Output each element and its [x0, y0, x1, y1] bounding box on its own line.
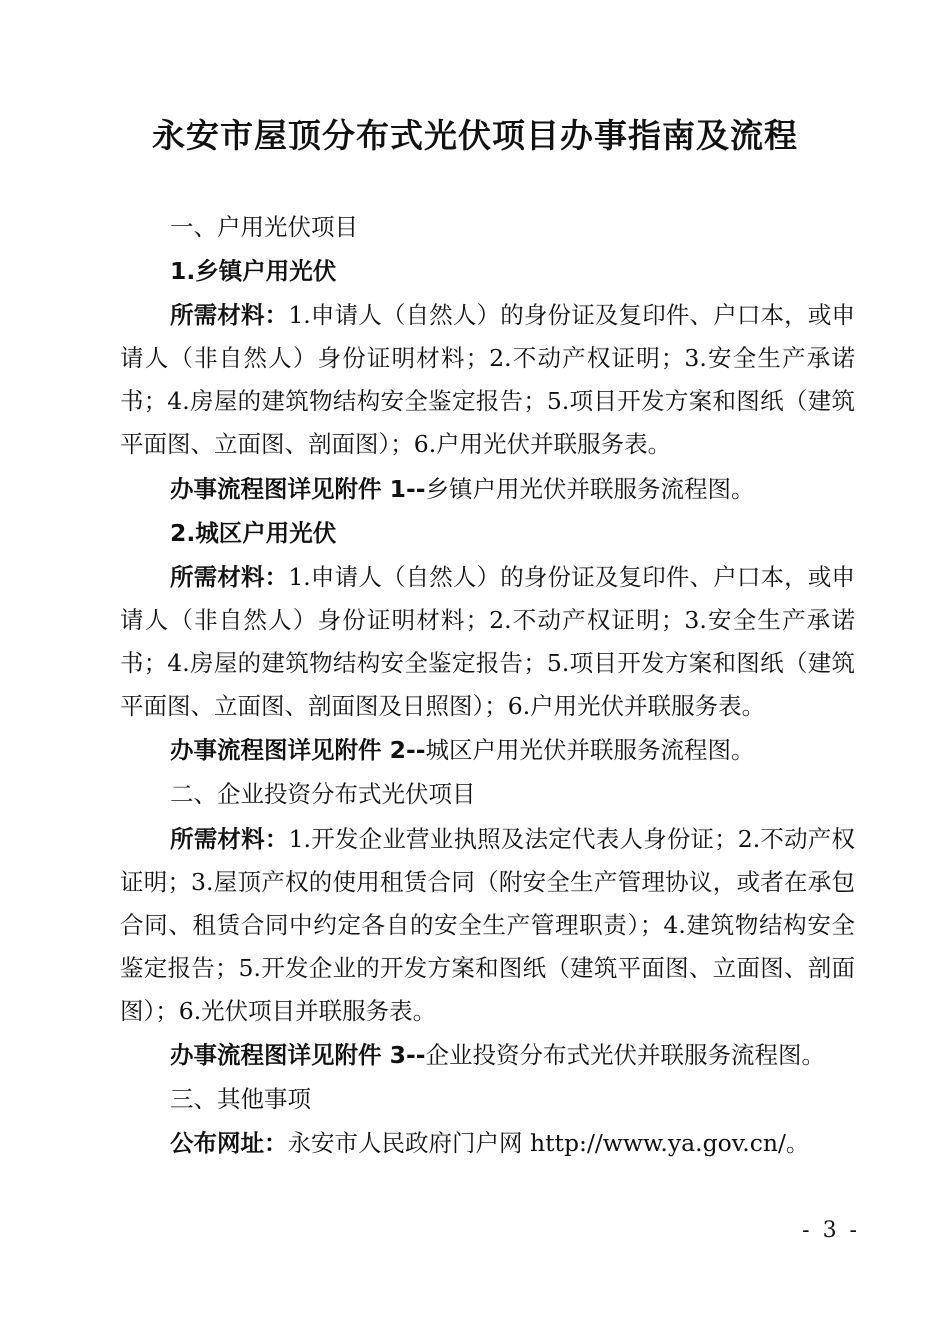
section-3-website — [120, 1122, 855, 1165]
flow-text: 城区户用光伏并联服务流程图。 — [425, 736, 755, 765]
materials-text: 1.申请人（自然人）的身份证及复印件、户口本，或申请人（非自然人）身份证明材料；2.不动产权证明；3.安全生产承诺书；4.房屋的建筑物结构安全鉴定报告；5.项目开发方案和图纸（建筑平面图、立面图、剖面图）；6.户用光伏并联服务表。 — [120, 301, 856, 459]
section-2-materials — [120, 818, 855, 1033]
materials-text: 1.开发企业营业执照及法定代表人身份证；2.不动产权证明；3.屋顶产权的使用租赁合同（附安全生产管理协议，或者在承包合同、租赁合同中约定各自的安全生产管理职责）；4.建筑物结构安全鉴定报告；5.开发企业的开发方案和图纸（建筑平面图、立面图、剖面图）；6.光伏项目并联服务表。 — [120, 824, 856, 1025]
section-1-heading: 一、户用光伏项目 — [170, 213, 358, 241]
flow-label: 办事流程图详见附件 2-- — [170, 736, 426, 765]
page-number: - 3 - — [802, 1218, 860, 1243]
materials-text: 1.申请人（自然人）的身份证及复印件、户口本，或申请人（非自然人）身份证明材料；2.不动产权证明；3.安全生产承诺书；4.房屋的建筑物结构安全鉴定报告；5.项目开发方案和图纸（建筑平面图、立面图、剖面图及日照图）；6.户用光伏并联服务表。 — [120, 562, 856, 720]
materials-label: 所需材料： — [170, 562, 289, 591]
section-1-2-materials — [120, 556, 855, 728]
document-title: 永安市屋顶分布式光伏项目办事指南及流程 — [152, 116, 798, 155]
section-2-flow — [120, 1034, 855, 1077]
section-1-2-heading: 2.城区户用光伏 — [170, 518, 337, 547]
section-1-1-flow — [120, 468, 855, 511]
flow-label: 办事流程图详见附件 3-- — [170, 1040, 426, 1069]
section-1-2-flow — [120, 729, 855, 772]
section-1-1-materials — [120, 294, 855, 466]
flow-text: 企业投资分布式光伏并联服务流程图。 — [425, 1040, 826, 1069]
flow-text: 乡镇户用光伏并联服务流程图。 — [425, 474, 755, 503]
materials-label: 所需材料： — [170, 824, 289, 853]
materials-label: 所需材料： — [170, 301, 289, 330]
website-label: 公布网址： — [170, 1129, 288, 1158]
document-body — [120, 206, 855, 1166]
website-text: 永安市人民政府门户网 http://www.ya.gov.cn/。 — [287, 1129, 810, 1158]
flow-label: 办事流程图详见附件 1-- — [170, 474, 426, 503]
section-1-1-heading: 1.乡镇户用光伏 — [170, 257, 337, 286]
section-2-heading: 二、企业投资分布式光伏项目 — [170, 780, 476, 809]
section-3-heading: 三、其他事项 — [170, 1084, 311, 1113]
